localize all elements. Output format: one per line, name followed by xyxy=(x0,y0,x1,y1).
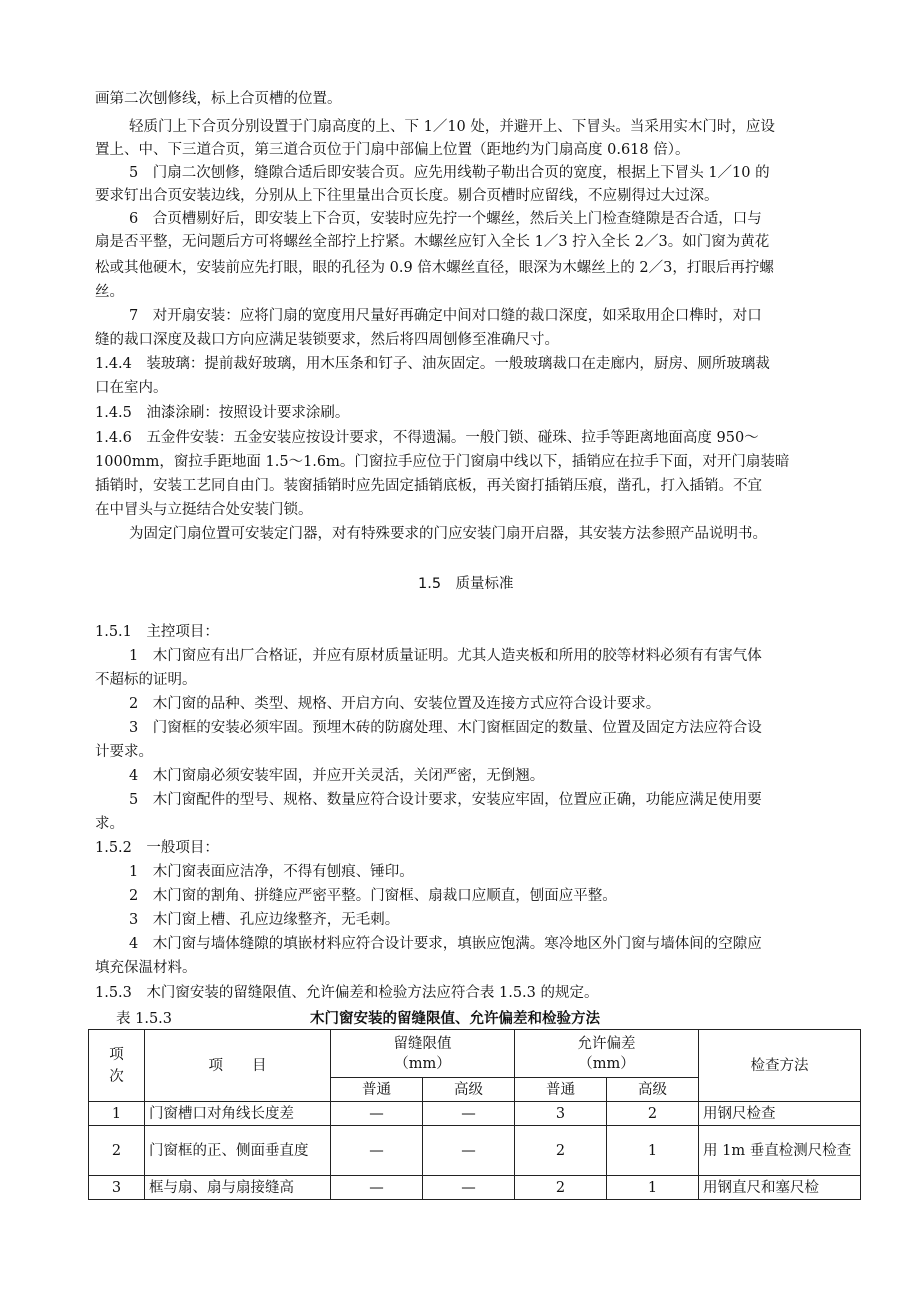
cell-gap-normal: — xyxy=(331,1102,423,1126)
paragraph-line: 不超标的证明。 xyxy=(95,672,197,688)
cell-dev-advanced: 1 xyxy=(607,1176,699,1200)
paragraph-line: 1.4.5 油漆涂刷：按照设计要求涂刷。 xyxy=(95,405,350,421)
paragraph-line: 画第二次刨修线，标上合页槽的位置。 xyxy=(95,91,342,107)
cell-index: 2 xyxy=(89,1126,145,1176)
paragraph-line: 6 合页槽剔好后，即安装上下合页，安装时应先拧一个螺丝，然后关上门检查缝隙是否合适，口与 xyxy=(129,211,762,227)
paragraph-line: 2 木门窗的品种、类型、规格、开启方向、安装位置及连接方式应符合设计要求。 xyxy=(129,696,661,712)
cell-gap-advanced: — xyxy=(423,1176,515,1200)
cell-gap-normal: — xyxy=(331,1176,423,1200)
table-row xyxy=(89,1126,861,1176)
paragraph-line: 丝。 xyxy=(95,284,124,300)
paragraph-line: 1.5.1 主控项目： xyxy=(95,624,219,640)
paragraph-line: 7 对开扇安装：应将门扇的宽度用尺量好再确定中间对口缝的裁口深度，如采取用企口榫时，对口 xyxy=(129,308,762,324)
cell-method: 用钢直尺和塞尺检 xyxy=(699,1176,861,1200)
paragraph-line: 4 木门窗扇必须安装牢固，并应开关灵活，关闭严密，无倒翘。 xyxy=(129,768,545,784)
header-item: 项 目 xyxy=(145,1030,331,1102)
spec-table xyxy=(88,1029,861,1200)
paragraph-line: 口在室内。 xyxy=(95,380,168,396)
cell-method: 用钢尺检查 xyxy=(699,1102,861,1126)
paragraph-line: 轻质门上下合页分别设置于门扇高度的上、下 1／10 处，并避开上、下冒头。当采用实木门时，应设 xyxy=(129,119,775,135)
cell-method-text: 用 1m 垂直检测尺检查 xyxy=(703,1142,852,1159)
cell-item-text: 门窗框的正、侧面垂直度 xyxy=(149,1142,309,1159)
header-deviation-unit: （mm） xyxy=(578,1055,635,1072)
table-number: 表 1.5.3 xyxy=(116,1011,173,1027)
paragraph-line: 4 木门窗与墙体缝隙的填嵌材料应符合设计要求，填嵌应饱满。寒冷地区外门窗与墙体间的空隙应 xyxy=(129,936,762,952)
cell-gap-advanced: — xyxy=(423,1102,515,1126)
cell-method xyxy=(699,1126,861,1176)
header-dev-advanced: 高级 xyxy=(607,1078,699,1102)
header-method: 检查方法 xyxy=(699,1030,861,1102)
cell-index: 1 xyxy=(89,1102,145,1126)
cell-item: 门窗槽口对角线长度差 xyxy=(145,1102,331,1126)
header-deviation-label: 允许偏差 xyxy=(577,1035,636,1052)
paragraph-line: 松或其他硬木，安装前应先打眼，眼的孔径为 0.9 倍木螺丝直径，眼深为木螺丝上的 2／3，打眼后再拧螺 xyxy=(95,260,774,276)
paragraph-line: 1 木门窗表面应洁净，不得有刨痕、锤印。 xyxy=(129,864,414,880)
paragraph-line: 置上、中、下三道合页，第三道合页位于门扇中部偏上位置（距地约为门扇高度 0.618 倍）。 xyxy=(95,142,690,158)
table-title: 木门窗安装的留缝限值、允许偏差和检验方法 xyxy=(310,1011,600,1027)
paragraph-line: 缝的裁口深度及裁口方向应满足装锁要求，然后将四周刨修至准确尺寸。 xyxy=(95,332,559,348)
paragraph-line: 求。 xyxy=(95,816,124,832)
paragraph-line: 要求钉出合页安装边线，分别从上下往里量出合页长度。剔合页槽时应留线，不应剔得过大过深。 xyxy=(95,188,719,204)
paragraph-line: 5 门扇二次刨修，缝隙合适后即安装合页。应先用线勒子勒出合页的宽度，根据上下冒头 1／10 的 xyxy=(129,165,770,181)
header-gap-limit-unit: （mm） xyxy=(394,1055,451,1072)
section-heading: 1.5 质量标准 xyxy=(418,576,514,592)
header-dev-normal: 普通 xyxy=(515,1078,607,1102)
cell-dev-normal: 3 xyxy=(515,1102,607,1126)
header-deviation xyxy=(515,1030,699,1078)
paragraph-line: 1.4.6 五金件安装：五金安装应按设计要求，不得遗漏。一般门锁、碰珠、拉手等距离地面高度 950～ xyxy=(95,430,759,446)
cell-item: 框与扇、扇与扇接缝高 xyxy=(145,1176,331,1200)
paragraph-line: 2 木门窗的割角、拼缝应严密平整。门窗框、扇裁口应顺直，刨面应平整。 xyxy=(129,888,617,904)
header-index: 项次 xyxy=(89,1030,145,1102)
header-gap-limit-label: 留缝限值 xyxy=(393,1035,452,1052)
paragraph-line: 1 木门窗应有出厂合格证，并应有原材质量证明。尤其人造夹板和所用的胶等材料必须有有害气体 xyxy=(129,648,762,664)
cell-item xyxy=(145,1126,331,1176)
paragraph-line: 为固定门扇位置可安装定门器，对有特殊要求的门应安装门扇开启器，其安装方法参照产品说明书。 xyxy=(129,526,767,542)
cell-dev-advanced: 2 xyxy=(607,1102,699,1126)
cell-index: 3 xyxy=(89,1176,145,1200)
paragraph-line: 在中冒头与立挺结合处安装门锁。 xyxy=(95,502,313,518)
cell-dev-advanced: 1 xyxy=(607,1126,699,1176)
table-row xyxy=(89,1176,861,1200)
paragraph-line: 计要求。 xyxy=(95,744,153,760)
paragraph-line: 1.5.2 一般项目： xyxy=(95,840,219,856)
paragraph-line: 扇是否平整，无问题后方可将螺丝全部拧上拧紧。木螺丝应钉入全长 1／3 拧入全长 2／3。如门窗为黄花 xyxy=(95,234,770,250)
paragraph-line: 3 门窗框的安装必须牢固。预埋木砖的防腐处理、木门窗框固定的数量、位置及固定方法应符合设 xyxy=(129,720,762,736)
cell-gap-normal: — xyxy=(331,1126,423,1176)
header-gap-normal: 普通 xyxy=(331,1078,423,1102)
paragraph-line: 5 木门窗配件的型号、规格、数量应符合设计要求，安装应牢固，位置应正确，功能应满足使用要 xyxy=(129,792,762,808)
cell-dev-normal: 2 xyxy=(515,1126,607,1176)
paragraph-line: 1.4.4 装玻璃：提前裁好玻璃，用木压条和钉子、油灰固定。一般玻璃裁口在走廊内，厨房、厕所玻璃裁 xyxy=(95,356,770,372)
header-gap-limit xyxy=(331,1030,515,1078)
paragraph-line: 1000mm，窗拉手距地面 1.5～1.6m。门窗拉手应位于门窗扇中线以下，插销应在拉手下面，对开门扇装暗 xyxy=(95,454,790,470)
table-row xyxy=(89,1102,861,1126)
paragraph-line: 插销时，安装工艺同自由门。装窗插销时应先固定插销底板，再关窗打插销压痕，凿孔，打入插销。不宜 xyxy=(95,478,762,494)
header-gap-advanced: 高级 xyxy=(423,1078,515,1102)
table-header-row xyxy=(89,1030,861,1078)
paragraph-line: 3 木门窗上槽、孔应边缘整齐，无毛刺。 xyxy=(129,912,400,928)
cell-dev-normal: 2 xyxy=(515,1176,607,1200)
paragraph-line: 1.5.3 木门窗安装的留缝限值、允许偏差和检验方法应符合表 1.5.3 的规定。 xyxy=(95,985,599,1001)
paragraph-line: 填充保温材料。 xyxy=(95,960,197,976)
cell-gap-advanced: — xyxy=(423,1126,515,1176)
